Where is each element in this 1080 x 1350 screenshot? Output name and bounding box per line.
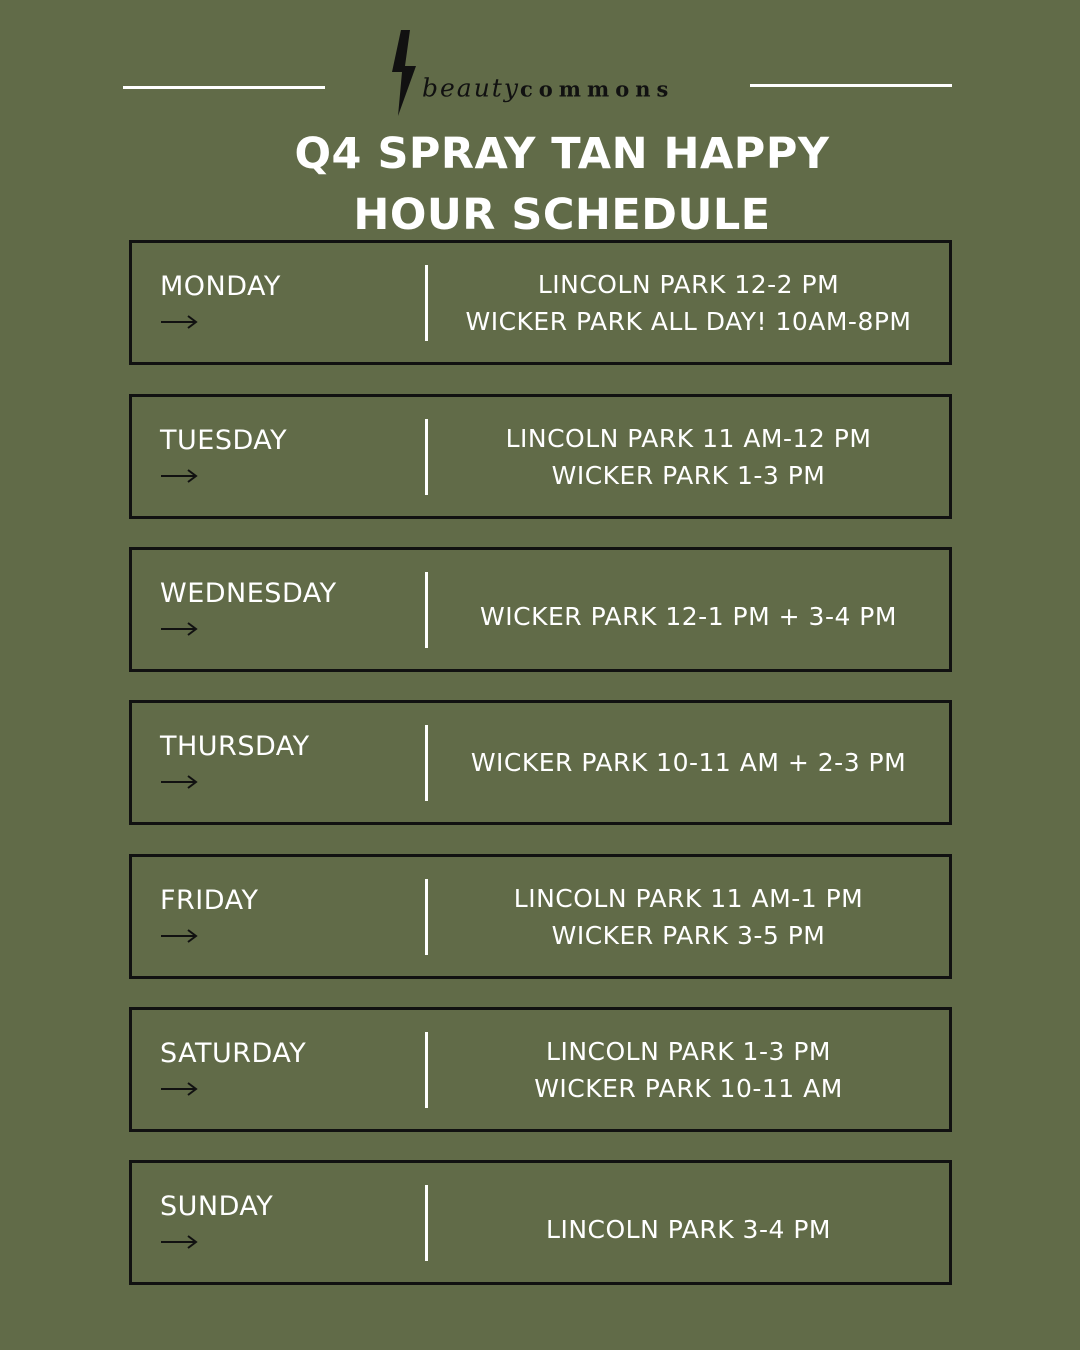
schedule-row-friday <box>129 854 952 979</box>
times-block <box>428 1163 949 1282</box>
brand-wordmark <box>422 73 675 103</box>
time-slot: WICKER PARK ALL DAY! 10AM-8PM <box>465 306 912 336</box>
lightning-bolt-icon <box>382 28 422 118</box>
time-slot: WICKER PARK 1-3 PM <box>551 460 826 490</box>
schedule-row-thursday <box>129 700 952 825</box>
arrow-right-icon <box>160 1233 198 1251</box>
day-label: FRIDAY <box>160 885 259 916</box>
time-slot: LINCOLN PARK 12-2 PM <box>537 269 840 299</box>
times-block <box>428 550 949 669</box>
arrow-right-icon <box>160 773 198 791</box>
arrow-right-icon <box>160 1080 198 1098</box>
times-block <box>428 857 949 976</box>
brand-name-beauty: beauty <box>422 73 520 103</box>
page-title <box>0 124 1080 246</box>
brand-name-commons: commons <box>519 76 675 102</box>
time-slot: WICKER PARK 10-11 AM <box>534 1073 843 1103</box>
time-slot: LINCOLN PARK 11 AM-1 PM <box>513 883 864 913</box>
day-label: SUNDAY <box>160 1191 274 1222</box>
schedule-row-tuesday <box>129 394 952 519</box>
page-title-line-1: Q4 SPRAY TAN HAPPY <box>294 129 830 179</box>
page-title-line-2: HOUR SCHEDULE <box>353 190 771 240</box>
schedule-row-monday <box>129 240 952 365</box>
header-rule-right <box>750 84 952 87</box>
schedule-row-wednesday <box>129 547 952 672</box>
header-rule-left <box>123 86 325 89</box>
day-label: THURSDAY <box>160 731 310 762</box>
day-label: MONDAY <box>160 271 281 302</box>
brand-logo <box>382 28 712 118</box>
time-slot: LINCOLN PARK 1-3 PM <box>546 1036 831 1066</box>
time-slot: WICKER PARK 12-1 PM + 3-4 PM <box>480 602 897 631</box>
arrow-right-icon <box>160 313 198 331</box>
day-label: WEDNESDAY <box>160 578 337 609</box>
schedule-row-sunday <box>129 1160 952 1285</box>
times-block <box>428 703 949 822</box>
times-block <box>428 397 949 516</box>
time-slot: WICKER PARK 10-11 AM + 2-3 PM <box>470 748 907 777</box>
day-label: SATURDAY <box>160 1038 307 1069</box>
day-label: TUESDAY <box>160 425 288 456</box>
time-slot: LINCOLN PARK 3-4 PM <box>546 1215 831 1244</box>
arrow-right-icon <box>160 927 198 945</box>
times-block <box>428 243 949 362</box>
schedule-row-saturday <box>129 1007 952 1132</box>
arrow-right-icon <box>160 620 198 638</box>
time-slot: LINCOLN PARK 11 AM-12 PM <box>505 423 872 453</box>
arrow-right-icon <box>160 467 198 485</box>
times-block <box>428 1010 949 1129</box>
time-slot: WICKER PARK 3-5 PM <box>551 920 826 950</box>
